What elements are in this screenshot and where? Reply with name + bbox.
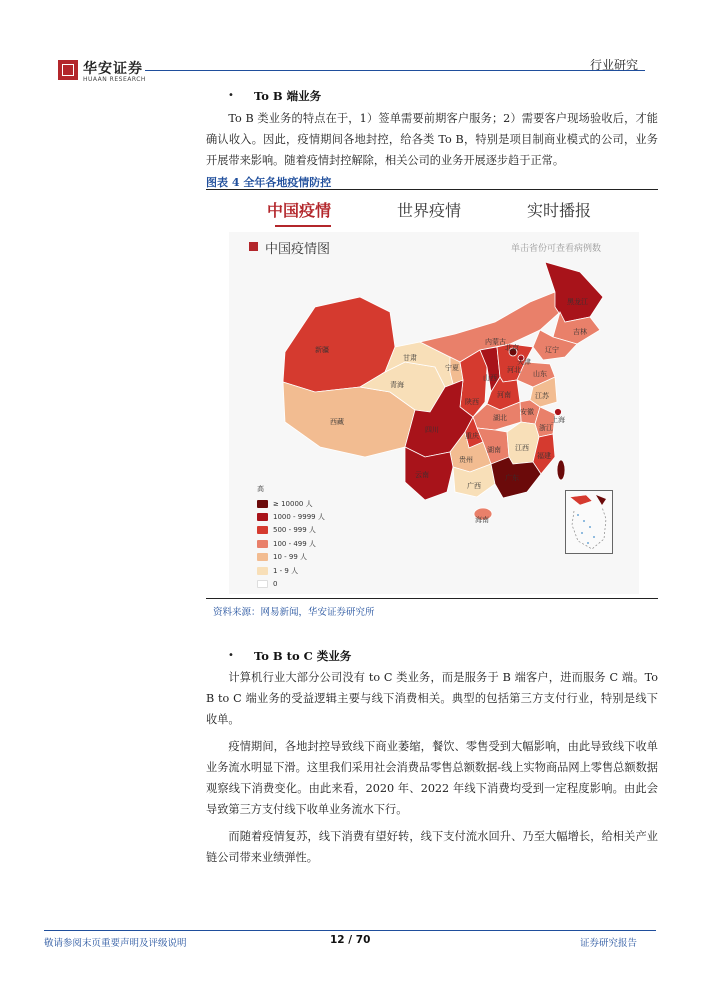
label-qinghai: 青海 [390,381,404,389]
legend-item [257,551,325,564]
label-jiangxi: 江西 [515,444,529,452]
label-beijing: 北京 [505,344,519,352]
figure-title: 图表 4 全年各地疫情防控 [206,176,332,189]
tab-realtime[interactable]: 实时播报 [527,201,592,220]
legend-item [257,564,325,577]
label-zhejiang: 浙江 [539,424,553,432]
tobtoc-text-2: 疫情期间，各地封控导致线下商业萎缩，餐饮、零售受到大幅影响，由此导致线下收单业务流水明显下滑。这里我们采用社会消费品零售总额数据-线上实物商品网上零售总额数据观察线下消费变化。由此来看，2020 年、2022 年线下消费均受到一定程度影响。由此会导致第三方支付线下收单业务流水下行。 [206,740,658,816]
south-china-sea-inset [565,490,613,554]
tobtoc-paragraphs [206,667,658,868]
legend-swatch [257,526,268,534]
label-shaanxi: 陕西 [465,398,479,406]
header-rule [145,70,645,71]
tobtoc-heading: To B to C 类业务 [254,649,352,663]
logo-text: 华安证券 [83,61,143,77]
label-jilin: 吉林 [573,328,587,336]
label-chongqing: 重庆 [465,432,479,440]
label-yunnan: 云南 [415,471,429,479]
map-hint: 单击省份可查看病例数 [511,244,602,254]
label-hubei: 湖北 [493,414,507,422]
legend-item [257,510,325,523]
legend-label: 500 - 999 人 [273,526,316,535]
label-shanghai: 上海 [551,416,565,424]
label-guizhou: 贵州 [459,456,473,464]
province-shanghai[interactable] [555,409,562,416]
label-hebei: 河北 [507,366,521,374]
map-title: 中国疫情图 [265,242,331,257]
label-xizang: 西藏 [330,418,344,426]
legend-swatch [257,580,268,588]
legend-label: 0 [273,580,278,589]
province-taiwan[interactable] [557,460,565,480]
legend-label: 100 - 499 人 [273,539,316,548]
label-liaoning: 辽宁 [545,346,559,354]
map-legend [257,484,325,591]
page-number: 12 / 70 [330,934,371,946]
tab-world[interactable]: 世界疫情 [397,201,462,220]
logo-mark [58,60,78,80]
label-guangxi: 广西 [467,482,481,490]
legend-label: 1000 - 9999 人 [273,513,325,522]
label-henan: 河南 [497,391,511,399]
label-anhui: 安徽 [520,408,534,416]
legend-item [257,524,325,537]
legend-swatch [257,553,268,561]
legend-item [257,537,325,550]
legend-swatch [257,500,268,508]
label-hainan: 海南 [475,516,489,524]
legend-swatch [257,540,268,548]
label-hunan: 湖南 [487,446,501,454]
label-shandong: 山东 [533,370,547,378]
section-label: 行业研究 [590,58,639,72]
footer-report-type: 证券研究报告 [580,938,638,949]
label-xinjiang: 新疆 [315,346,329,354]
tob-text: To B 类业务的特点在于，1）签单需要前期客户服务；2）需要客户现场验收后，才能确认收入。因此，疫情期间各地封控，给各类 To B，特别是项目制商业模式的公司，业务开展带来影响。随着疫情封控解除，相关公司的业务开展逐步趋于正常。 [206,112,658,167]
label-jiangsu: 江苏 [535,392,549,400]
legend-item [257,497,325,510]
legend-label: 10 - 99 人 [273,553,308,562]
tobtoc-text-1: 计算机行业大部分公司没有 to C 类业务，而是服务于 B 端客户，进而服务 C 端。To B to C 端业务的受益逻辑主要与线下消费相关。典型的包括第三方支付行业，特别是线下收单。 [206,671,658,726]
footer-rule [44,930,656,931]
logo-subtext: HUAAN RESEARCH [83,76,146,83]
map-title-square-icon [249,242,258,251]
legend-item [257,577,325,590]
label-fujian: 福建 [537,452,551,460]
tab-china[interactable]: 中国疫情 [267,201,332,220]
label-tianjin: 天津 [517,358,531,366]
label-sichuan: 四川 [425,426,439,434]
label-neimenggu: 内蒙古 [485,338,506,346]
active-tab-indicator [275,225,331,227]
legend-swatch [257,567,268,575]
footer-disclaimer: 敬请参阅末页重要声明及评级说明 [44,938,187,949]
tob-paragraph [206,108,658,171]
tobtoc-text-3: 而随着疫情复苏，线下消费有望好转，线下支付流水回升、乃至大幅增长，给相关产业链公司带来业绩弹性。 [206,830,658,864]
label-gansu: 甘肃 [403,354,417,362]
figure-bottom-rule [206,598,658,599]
figure-source: 资料来源：网易新闻，华安证券研究所 [213,607,375,618]
legend-title: 高 [257,485,264,493]
label-ningxia: 宁夏 [445,364,459,372]
province-shaanxi[interactable] [460,350,487,417]
bullet-icon: • [228,650,234,661]
legend-swatch [257,513,268,521]
label-shanxi: 山西 [483,374,497,382]
epidemic-map-figure [215,190,660,602]
label-heilongjiang: 黑龙江 [567,298,588,306]
label-guangdong: 广东 [505,474,519,482]
legend-label: 1 - 9 人 [273,566,299,575]
tob-heading: To B 端业务 [254,89,322,103]
legend-label: ≥ 10000 人 [273,499,313,508]
bullet-icon: • [228,90,234,101]
